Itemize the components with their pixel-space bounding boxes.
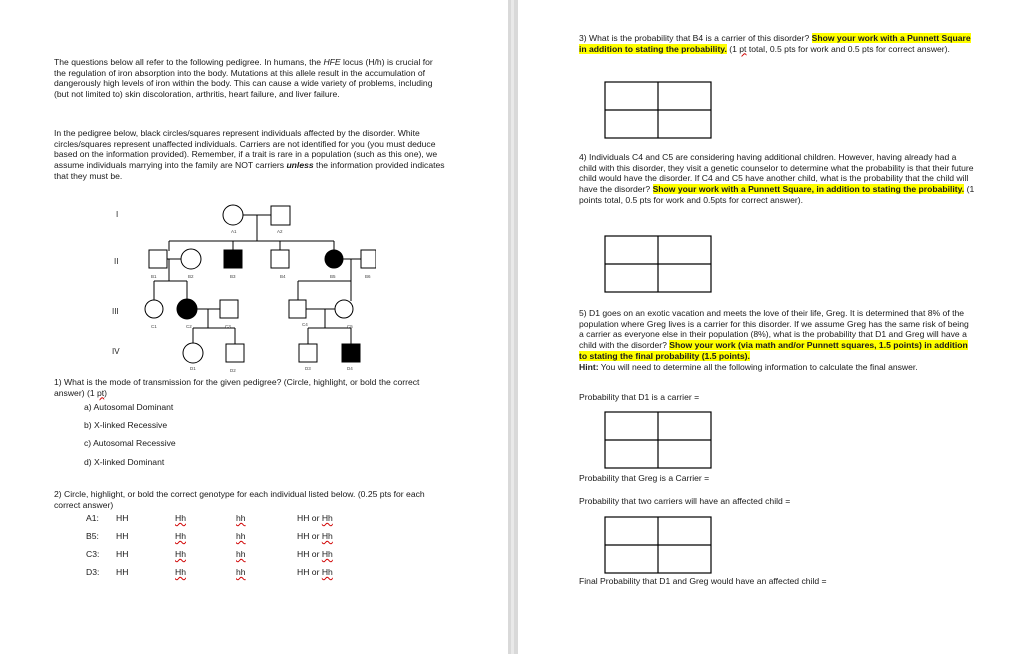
intro-paragraph-1	[54, 57, 446, 100]
pedigree-C3	[220, 300, 238, 318]
gene-name: HFE	[323, 57, 341, 67]
prob-two-carriers: Probability that two carriers will have an affected child =	[579, 496, 791, 506]
intro-text: In the pedigree below, black circles/squares represent individuals affected by the disorder. White circles/squares represent unaffected individuals. Carriers are not identified for you (you must deduce based on the information provided). Remember, if a trait is rare in a population (such as this one), we assume individuals marrying into the family are NOT carriers	[54, 128, 438, 171]
label-A2: A2	[277, 229, 283, 234]
pedigree-B6	[361, 250, 376, 268]
question-5-highlight: Show your work (via math and/or Punnett squares, 1.5 points) in addition to stating the final probability (1.5 points).	[579, 340, 968, 361]
genotype-id: D3:	[86, 567, 100, 577]
label-B2: B2	[188, 274, 194, 279]
question-4-tail: (1 points total, 0.5 pts for work and 0.5pts for correct answer).	[579, 184, 975, 205]
pedigree-C1	[145, 300, 163, 318]
pedigree-C5	[335, 300, 353, 318]
genotype-option[interactable]: HH	[116, 549, 129, 559]
question-4	[579, 152, 975, 206]
genotype-option[interactable]	[297, 549, 333, 560]
question-3-tail: total, 0.5 pts for work and 0.5 pts for correct answer).	[746, 43, 950, 54]
genotype-option-text: Hh	[321, 531, 333, 541]
label-D4: D4	[347, 366, 353, 371]
generation-label-IV: IV	[112, 347, 120, 356]
label-B6: B6	[365, 274, 371, 279]
label-B5: B5	[330, 274, 336, 279]
intro-text: locus (H/h) is crucial for the regulation of iron absorption into the body. Mutations at this allele result in the accumulation of dangerously high levels of iron within the body. This can cause a wide variety of problems, including (but not limited to) skin discoloration, arthritis, heart failure, and liver failure.	[54, 57, 433, 100]
question-3-pt: pt	[739, 43, 747, 54]
label-D3: D3	[305, 366, 311, 371]
genotype-option-text: HH or	[297, 513, 322, 523]
label-C5: C5	[347, 324, 353, 329]
punnett-square-q5a[interactable]	[604, 411, 712, 469]
page-gutter-edge	[511, 0, 514, 654]
genotype-option[interactable]: hh	[236, 513, 246, 523]
label-B3: B3	[230, 274, 236, 279]
genotype-option-text: HH or	[297, 531, 322, 541]
q1-option-b[interactable]: b) X-linked Recessive	[84, 420, 168, 430]
genotype-option[interactable]	[297, 567, 333, 578]
question-1-close: )	[104, 387, 108, 398]
label-D2: D2	[230, 368, 236, 373]
punnett-square-q3[interactable]	[604, 81, 712, 139]
pedigree-A2	[271, 206, 290, 225]
hint-text: You will need to determine all the following information to calculate the final answer.	[598, 361, 918, 372]
unless-emphasis: unless	[286, 160, 314, 171]
q1-option-a[interactable]: a) Autosomal Dominant	[84, 402, 174, 412]
label-A1: A1	[231, 229, 237, 234]
genotype-id: B5:	[86, 531, 99, 541]
question-4-highlight: Show your work with a Punnett Square, in addition to stating the probability.	[652, 184, 965, 195]
punnett-square-q4[interactable]	[604, 235, 712, 293]
label-C1: C1	[151, 324, 157, 329]
pedigree-D2	[226, 344, 244, 362]
hint-label: Hint:	[579, 361, 599, 372]
genotype-option[interactable]: hh	[236, 549, 246, 559]
generation-label-III: III	[112, 307, 119, 316]
prob-final: Final Probability that D1 and Greg would have an affected child =	[579, 576, 827, 586]
genotype-option-text: HH or	[297, 567, 322, 577]
genotype-option-text: Hh	[321, 513, 333, 523]
genotype-option[interactable]	[297, 531, 333, 542]
question-5-text: 5) D1 goes on an exotic vacation and meets the love of their life, Greg. It is determined that 8% of the population where Greg lives is a carrier for this disorder. If we assume Greg has the same risk of being a carrier as everyone else in their population (8%), what is the probability that D1 and Greg will have a child with the disorder?	[579, 308, 969, 351]
generation-label-II: II	[114, 257, 119, 266]
label-B1: B1	[151, 274, 157, 279]
punnett-square-q5b[interactable]	[604, 516, 712, 574]
genotype-id: C3:	[86, 549, 100, 559]
question-3-text: 3) What is the probability that B4 is a carrier of this disorder?	[579, 33, 812, 43]
genotype-option[interactable]: Hh	[175, 513, 186, 523]
pedigree-D3	[299, 344, 317, 362]
question-1	[54, 377, 434, 398]
question-3-highlight: Show your work with a Punnett Square in addition to stating the probability.	[579, 33, 971, 54]
label-B4: B4	[280, 274, 286, 279]
prob-greg-carrier: Probability that Greg is a Carrier =	[579, 473, 710, 483]
pedigree-C2	[177, 299, 197, 319]
pedigree-D4	[342, 344, 360, 362]
genotype-option[interactable]: Hh	[175, 531, 186, 541]
question-2: 2) Circle, highlight, or bold the correct genotype for each individual listed below. (0.25 pts for each correct answer)	[54, 489, 425, 510]
genotype-option[interactable]: HH	[116, 531, 129, 541]
page-left	[0, 0, 508, 654]
genotype-option-text: Hh	[321, 567, 333, 577]
genotype-option[interactable]: HH	[116, 567, 129, 577]
question-3-tail: (1	[726, 43, 740, 54]
pedigree-C4	[289, 300, 306, 318]
question-5	[579, 308, 975, 372]
genotype-option[interactable]: Hh	[175, 549, 186, 559]
genotype-option[interactable]	[297, 513, 333, 524]
intro-paragraph-2	[54, 128, 446, 182]
pedigree-B1	[149, 250, 167, 268]
question-3	[579, 33, 975, 54]
question-4-text: 4) Individuals C4 and C5 are considering having additional children. However, having already had a child with this disorder, they visit a genetic counselor to determine what the probability is that their future child would have the disorder. If C4 and C5 have another child, what is the probability that the child will have the disorder?	[579, 152, 974, 195]
pedigree-D1	[183, 343, 203, 363]
pedigree-B2	[181, 249, 201, 269]
intro-text: the information provided indicates that they must be.	[54, 160, 445, 181]
genotype-option[interactable]: hh	[236, 567, 246, 577]
q1-option-c[interactable]: c) Autosomal Recessive	[84, 438, 176, 448]
genotype-option[interactable]: HH	[116, 513, 129, 523]
genotype-id: A1:	[86, 513, 99, 523]
pedigree-B4	[271, 250, 289, 268]
pedigree-B5	[325, 250, 343, 268]
q1-option-d[interactable]: d) X-linked Dominant	[84, 457, 165, 467]
pedigree-B3	[224, 250, 242, 268]
generation-label-I: I	[116, 210, 119, 219]
genotype-option[interactable]: Hh	[175, 567, 186, 577]
label-D1: D1	[190, 366, 196, 371]
genotype-option-text: Hh	[321, 549, 333, 559]
pedigree-chart	[108, 198, 376, 373]
prob-d1-carrier: Probability that D1 is a carrier =	[579, 392, 700, 402]
label-C4: C4	[302, 322, 308, 327]
pedigree-A1	[223, 205, 243, 225]
question-1-text: 1) What is the mode of transmission for the given pedigree? (Circle, highlight, or bold the correct answer) (1	[54, 377, 420, 398]
genotype-option[interactable]: hh	[236, 531, 246, 541]
label-C3: C3	[225, 324, 231, 329]
question-1-pt: pt	[96, 387, 105, 398]
label-C2: C2	[186, 324, 192, 329]
intro-text: The questions below all refer to the following pedigree. In humans, the	[54, 57, 324, 67]
genotype-option-text: HH or	[297, 549, 322, 559]
page-right	[518, 0, 1024, 654]
